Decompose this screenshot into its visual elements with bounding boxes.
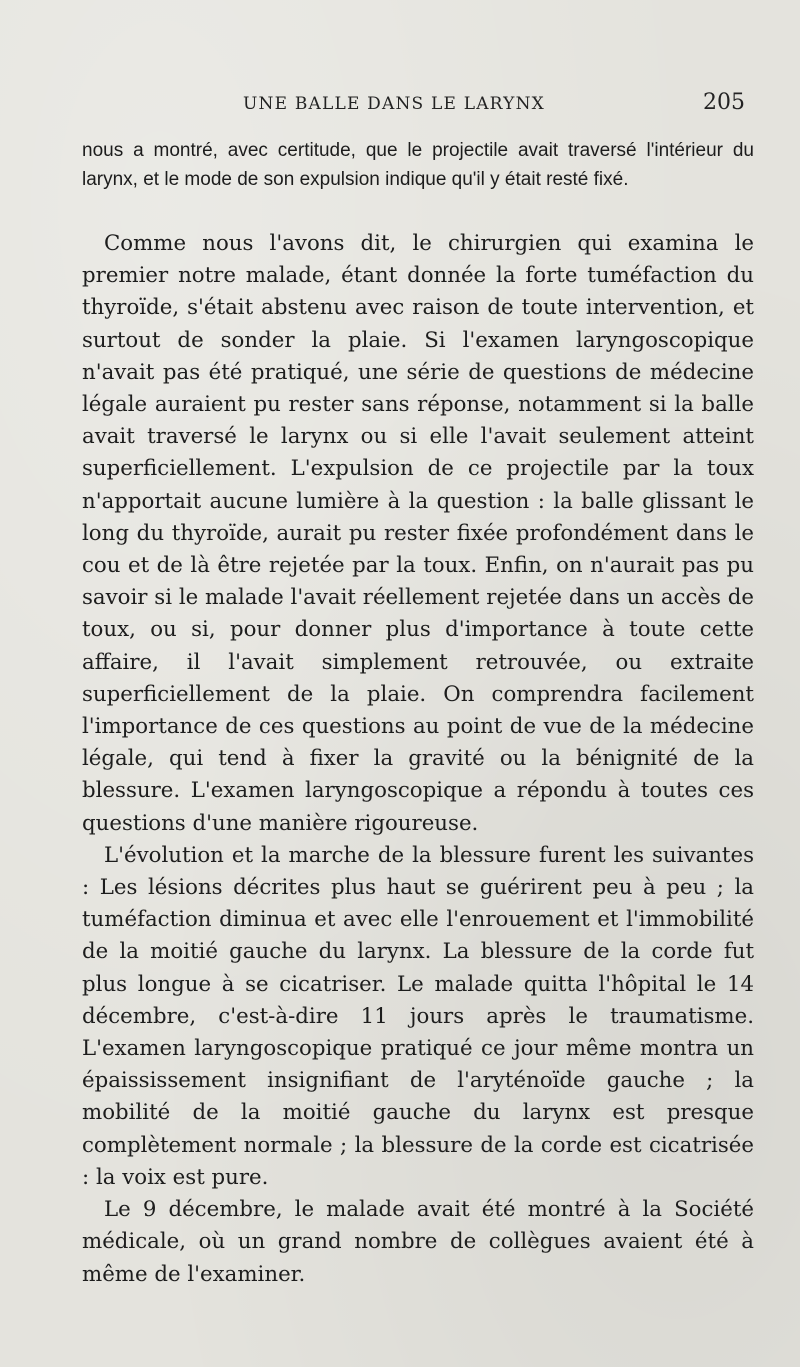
paragraph: Comme nous l'avons dit, le chirurgien qui examina le premier notre malade, étant donnée la forte tuméfaction du thyroïde, s'était abstenu avec raison de toute intervention, et surtout de sonder la plaie. Si l'examen laryngoscopique n'avait pas été pratiqué, une série de questions de médecine légale auraient pu rester sans réponse, notamment si la balle avait traversé le larynx ou si elle l'avait seulement atteint superficiellement. L'expulsion de ce projectile par la toux n'apportait aucune lumière à la question : la balle glissant le long du thyroïde, aurait pu rester fixée profondément dans le cou et de là être rejetée par la toux. Enfin, on n'aurait pas pu savoir si le malade l'avait réellement rejetée dans un accès de toux, ou si, pour donner plus d'importance à toute cette affaire, il l'avait simplement retrouvée, ou extraite superficiellement de la plaie. On comprendra facilement l'importance de ces questions au point de vue de la médecine légale, qui tend à fixer la gravité ou la bénignité de la blessure. L'examen laryngoscopique a répondu à toutes ces questions d'une manière rigoureuse. (82, 231, 754, 836)
page-header (0, 90, 800, 122)
page-number: 205 (703, 90, 745, 115)
running-head: UNE BALLE DANS LE LARYNX (243, 94, 545, 114)
paragraph: Le 9 décembre, le malade avait été montré à la Société médicale, où un grand nombre de collègues avaient été à même de l'examiner. (82, 1197, 754, 1287)
paragraph: L'évolution et la marche de la blessure furent les suivantes : Les lésions décrites plus haut se guérirent peu à peu ; la tuméfaction diminua et avec elle l'enrouement et l'immobilité de la moitié gauche du larynx. La blessure de la corde fut plus longue à se cicatriser. Le malade quitta l'hôpital le 14 décembre, c'est-à-dire 11 jours après le traumatisme. L'examen laryngoscopique pratiqué ce jour même montra un épaississement insignifiant de l'aryténoïde gauche ; la mobilité de la moitié gauche du larynx est presque complètement normale ; la blessure de la corde est cicatrisée : la voix est pure. (82, 842, 754, 1190)
body-text (82, 228, 754, 1291)
continued-paragraph: nous a montré, avec certitude, que le projectile avait traversé l'intérieur du larynx, et le mode de son expulsion indique qu'il y était resté fixé. (82, 140, 754, 190)
